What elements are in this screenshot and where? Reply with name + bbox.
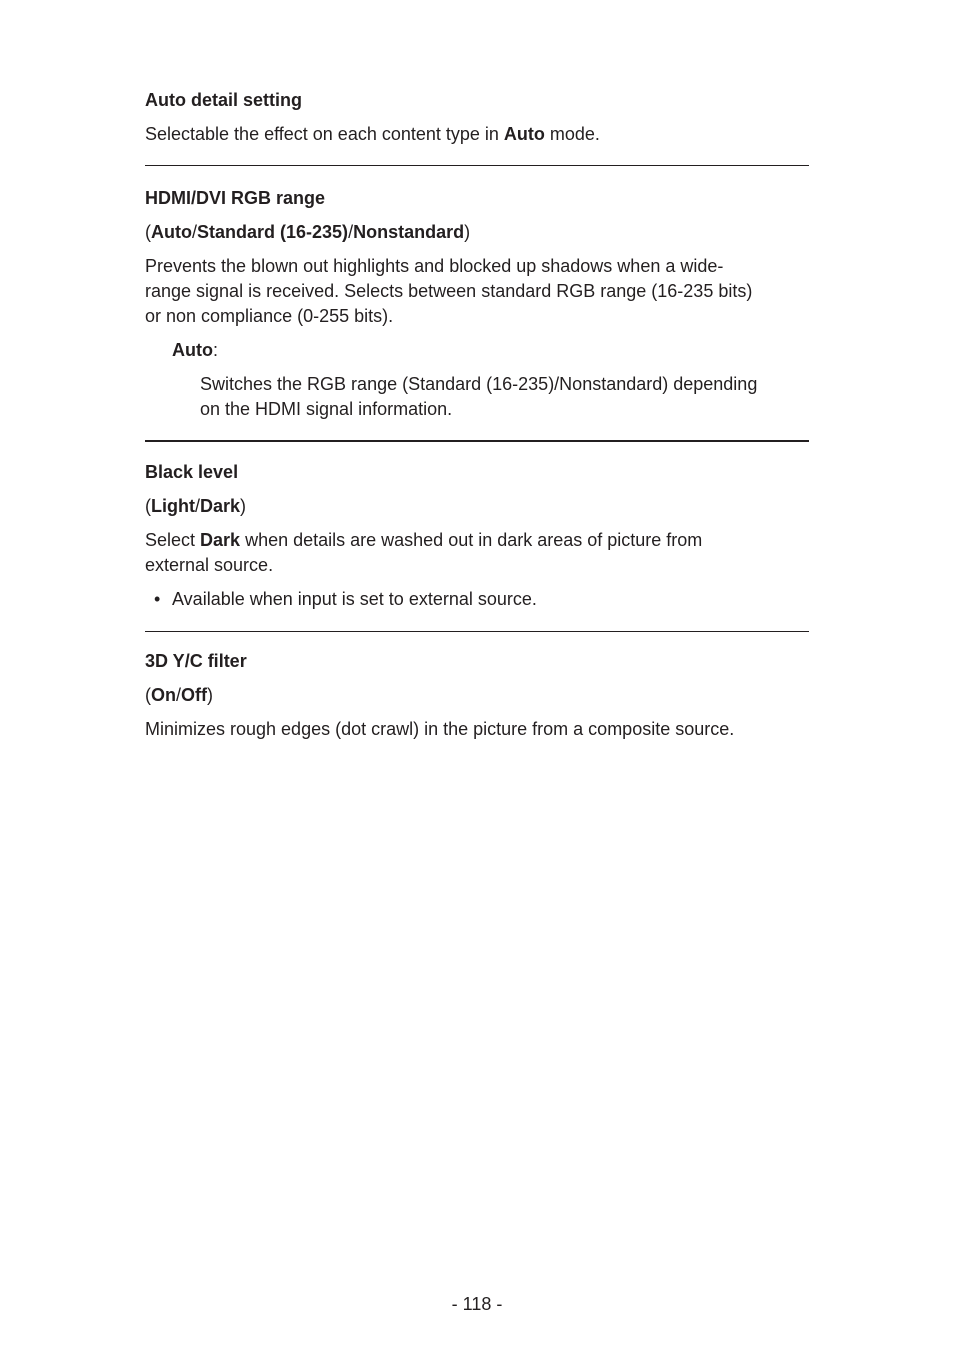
bullet-note: • Available when input is set to external source. <box>145 587 809 612</box>
section-description: Prevents the blown out highlights and blocked up shadows when a wide- range signal is received. Selects between standard RGB range (16-235 bits) or non compliance (0-255 bits). <box>145 256 753 326</box>
section-divider <box>145 165 809 166</box>
option-standard: Standard (16-235) <box>197 222 349 242</box>
bullet-dot-icon: • <box>154 589 161 609</box>
option-on: On <box>151 685 176 705</box>
emphasis-dark: Dark <box>200 530 241 550</box>
section-heading: Black level <box>145 462 239 482</box>
section-hdmi-dvi-rgb-range <box>145 186 809 422</box>
section-divider <box>145 440 809 442</box>
option-light: Light <box>151 496 195 516</box>
section-description: Minimizes rough edges (dot crawl) in the picture from a composite source. <box>145 719 735 739</box>
option-list: (Light/Dark) <box>145 496 247 516</box>
option-dark: Dark <box>200 496 241 516</box>
section-auto-detail-setting <box>145 88 809 147</box>
sub-option-description: Switches the RGB range (Standard (16-235)/Nonstandard) depending on the HDMI signal information. <box>200 374 758 419</box>
section-black-level <box>145 460 809 612</box>
section-heading: 3D Y/C filter <box>145 651 247 671</box>
section-3d-yc-filter <box>145 649 809 742</box>
option-list: (On/Off) <box>145 685 214 705</box>
section-heading: Auto detail setting <box>145 90 302 110</box>
option-list: (Auto/Standard (16-235)/Nonstandard) <box>145 222 471 242</box>
option-nonstandard: Nonstandard <box>353 222 465 242</box>
emphasis-auto: Auto <box>503 124 545 144</box>
section-heading: HDMI/DVI RGB range <box>145 188 326 208</box>
section-divider <box>145 631 809 632</box>
page-number: - 118 - <box>451 1294 503 1314</box>
manual-page <box>145 88 809 742</box>
section-description: Selectable the effect on each content type in Auto mode. <box>145 124 600 144</box>
section-description: Select Dark when details are washed out in dark areas of picture from external source. <box>145 530 703 575</box>
sub-option-label: Auto: <box>172 340 218 360</box>
option-auto: Auto <box>151 222 192 242</box>
option-off: Off <box>181 685 208 705</box>
